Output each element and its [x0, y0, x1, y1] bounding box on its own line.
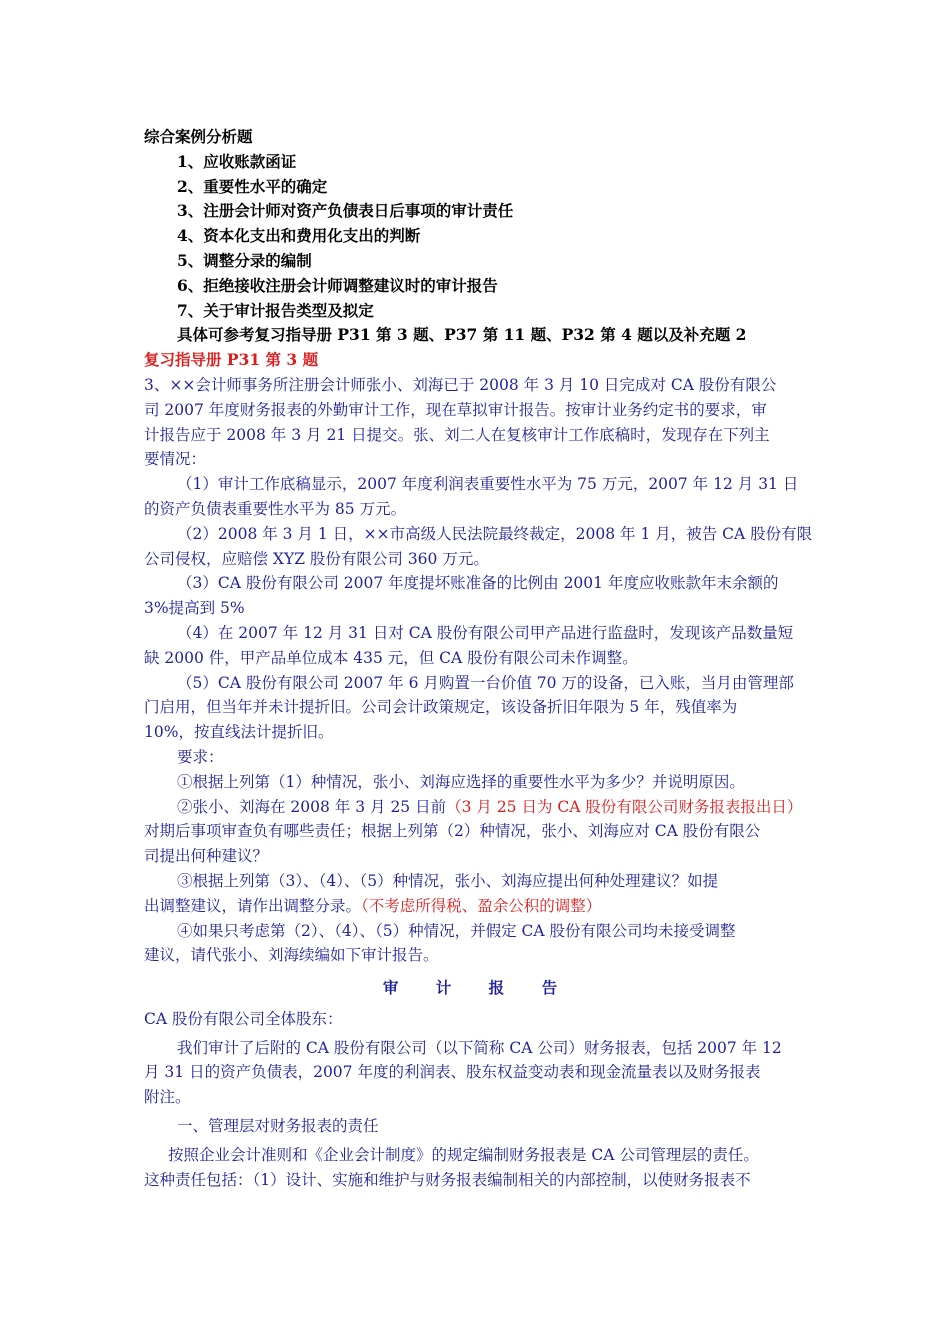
case-item-3: （3）CA 股份有限公司 2007 年度提坏账准备的比例由 2001 年度应收账款年末余额的: [177, 574, 779, 593]
case-item-1: （1）审计工作底稿显示，2007 年度利润表重要性水平为 75 万元，2007 年 12 月 31 日: [177, 475, 799, 494]
topic-item: 6、拒绝接收注册会计师调整建议时的审计报告: [177, 275, 498, 295]
report-title: 审 计 报 告: [382, 978, 574, 998]
heading: 综合案例分析题: [144, 127, 253, 146]
topic-item: 2、重要性水平的确定: [177, 176, 328, 196]
case-intro-line: 计报告应于 2008 年 3 月 21 日提交。张、刘二人在复核审计工作底稿时，发现存在下列主: [144, 425, 770, 444]
case-item-3-cont: 3%提高到 5%: [144, 599, 245, 618]
question-4-cont: 建议，请代张小、刘海续编如下审计报告。: [144, 946, 439, 965]
question-3-text: 出调整建议，请作出调整分录。: [144, 896, 362, 915]
case-item-2-cont: 公司侵权，应赔偿 XYZ 股份有限公司 360 万元。: [144, 549, 489, 568]
case-item-5: （5）CA 股份有限公司 2007 年 6 月购置一台价值 70 万的设备，已入账，当月由管理部: [177, 673, 794, 692]
report-addressee: CA 股份有限公司全体股东：: [144, 1009, 343, 1028]
question-3-cont: [144, 894, 812, 919]
topic-item: 7、关于审计报告类型及拟定: [177, 300, 374, 320]
report-paragraph-1: 我们审计了后附的 CA 股份有限公司（以下简称 CA 公司）财务报表，包括 2007 年 12: [177, 1038, 782, 1057]
section-title: 复习指导册 P31 第 3 题: [144, 350, 319, 370]
case-intro-line: 要情况：: [144, 450, 207, 469]
case-item-5-cont: 10%，按直线法计提折旧。: [144, 723, 334, 742]
question-2-text: ②张小、刘海在 2008 年 3 月 25 日前: [177, 797, 447, 816]
report-paragraph-1-cont: 月 31 日的资产负债表，2007 年度的利润表、股东权益变动表和现金流量表以及财务报表: [144, 1063, 761, 1082]
question-3-note: （不考虑所得税、盈余公积的调整）: [361, 896, 602, 915]
report-paragraph-2-cont: 这种责任包括：（1）设计、实施和维护与财务报表编制相关的内部控制，以使财务报表不: [144, 1170, 751, 1189]
topic-item: 3、注册会计师对资产负债表日后事项的审计责任: [177, 201, 514, 221]
document-body: [144, 125, 812, 1192]
topic-item: 5、调整分录的编制: [177, 250, 312, 270]
report-paragraph-1-cont: 附注。: [144, 1088, 191, 1107]
case-text: [144, 373, 812, 968]
report-text: [144, 1007, 812, 1193]
case-item-4: （4）在 2007 年 12 月 31 日对 CA 股份有限公司甲产品进行监盘时，发现该产品数量短: [177, 623, 794, 642]
report-section-1: 一、管理层对财务报表的责任: [177, 1117, 379, 1136]
topic-item: 4、资本化支出和费用化支出的判断: [177, 226, 421, 246]
question-2-note: （3 月 25 日为 CA 股份有限公司财务报表报出日）: [446, 797, 803, 816]
requirements-label: 要求：: [177, 747, 224, 766]
spacer: [144, 968, 812, 976]
question-3: ③根据上列第（3）、（4）、（5）种情况，张小、刘海应提出何种处理建议？如提: [177, 871, 719, 890]
question-2: [144, 795, 812, 820]
report-paragraph-2: 按照企业会计准则和《企业会计制度》的规定编制财务报表是 CA 公司管理层的责任。: [168, 1145, 759, 1164]
question-1: ①根据上列第（1）种情况，张小、刘海应选择的重要性水平为多少？并说明原因。: [177, 772, 745, 791]
case-item-5-cont: 门启用，但当年并未计提折旧。公司会计政策规定，该设备折旧年限为 5 年，残值率为: [144, 698, 738, 717]
reference-note: 具体可参考复习指导册 P31 第 3 题、P37 第 11 题、P32 第 4 题以及补充题 2: [177, 325, 747, 345]
question-2-cont: 司提出何种建议？: [144, 847, 269, 866]
topic-item: 1、应收账款函证: [177, 151, 297, 171]
case-item-4-cont: 缺 2000 件，甲产品单位成本 435 元，但 CA 股份有限公司未作调整。: [144, 648, 638, 667]
case-item-2: （2）2008 年 3 月 1 日，××市高级人民法院最终裁定，2008 年 1 月，被告 CA 股份有限: [177, 524, 813, 543]
question-4: ④如果只考虑第（2）、（4）、（5）种情况，并假定 CA 股份有限公司均未接受调整: [177, 921, 736, 940]
question-2-cont: 对期后事项审查负有哪些责任；根据上列第（2）种情况，张小、刘海应对 CA 股份有限公: [144, 822, 761, 841]
case-item-1-cont: 的资产负债表重要性水平为 85 万元。: [144, 499, 407, 518]
case-intro-line: 司 2007 年度财务报表的外勤审计工作，现在草拟审计报告。按审计业务约定书的要求，审: [144, 400, 767, 419]
case-intro-line: 3、××会计师事务所注册会计师张小、刘海已于 2008 年 3 月 10 日完成对 CA 股份有限公: [144, 375, 777, 394]
